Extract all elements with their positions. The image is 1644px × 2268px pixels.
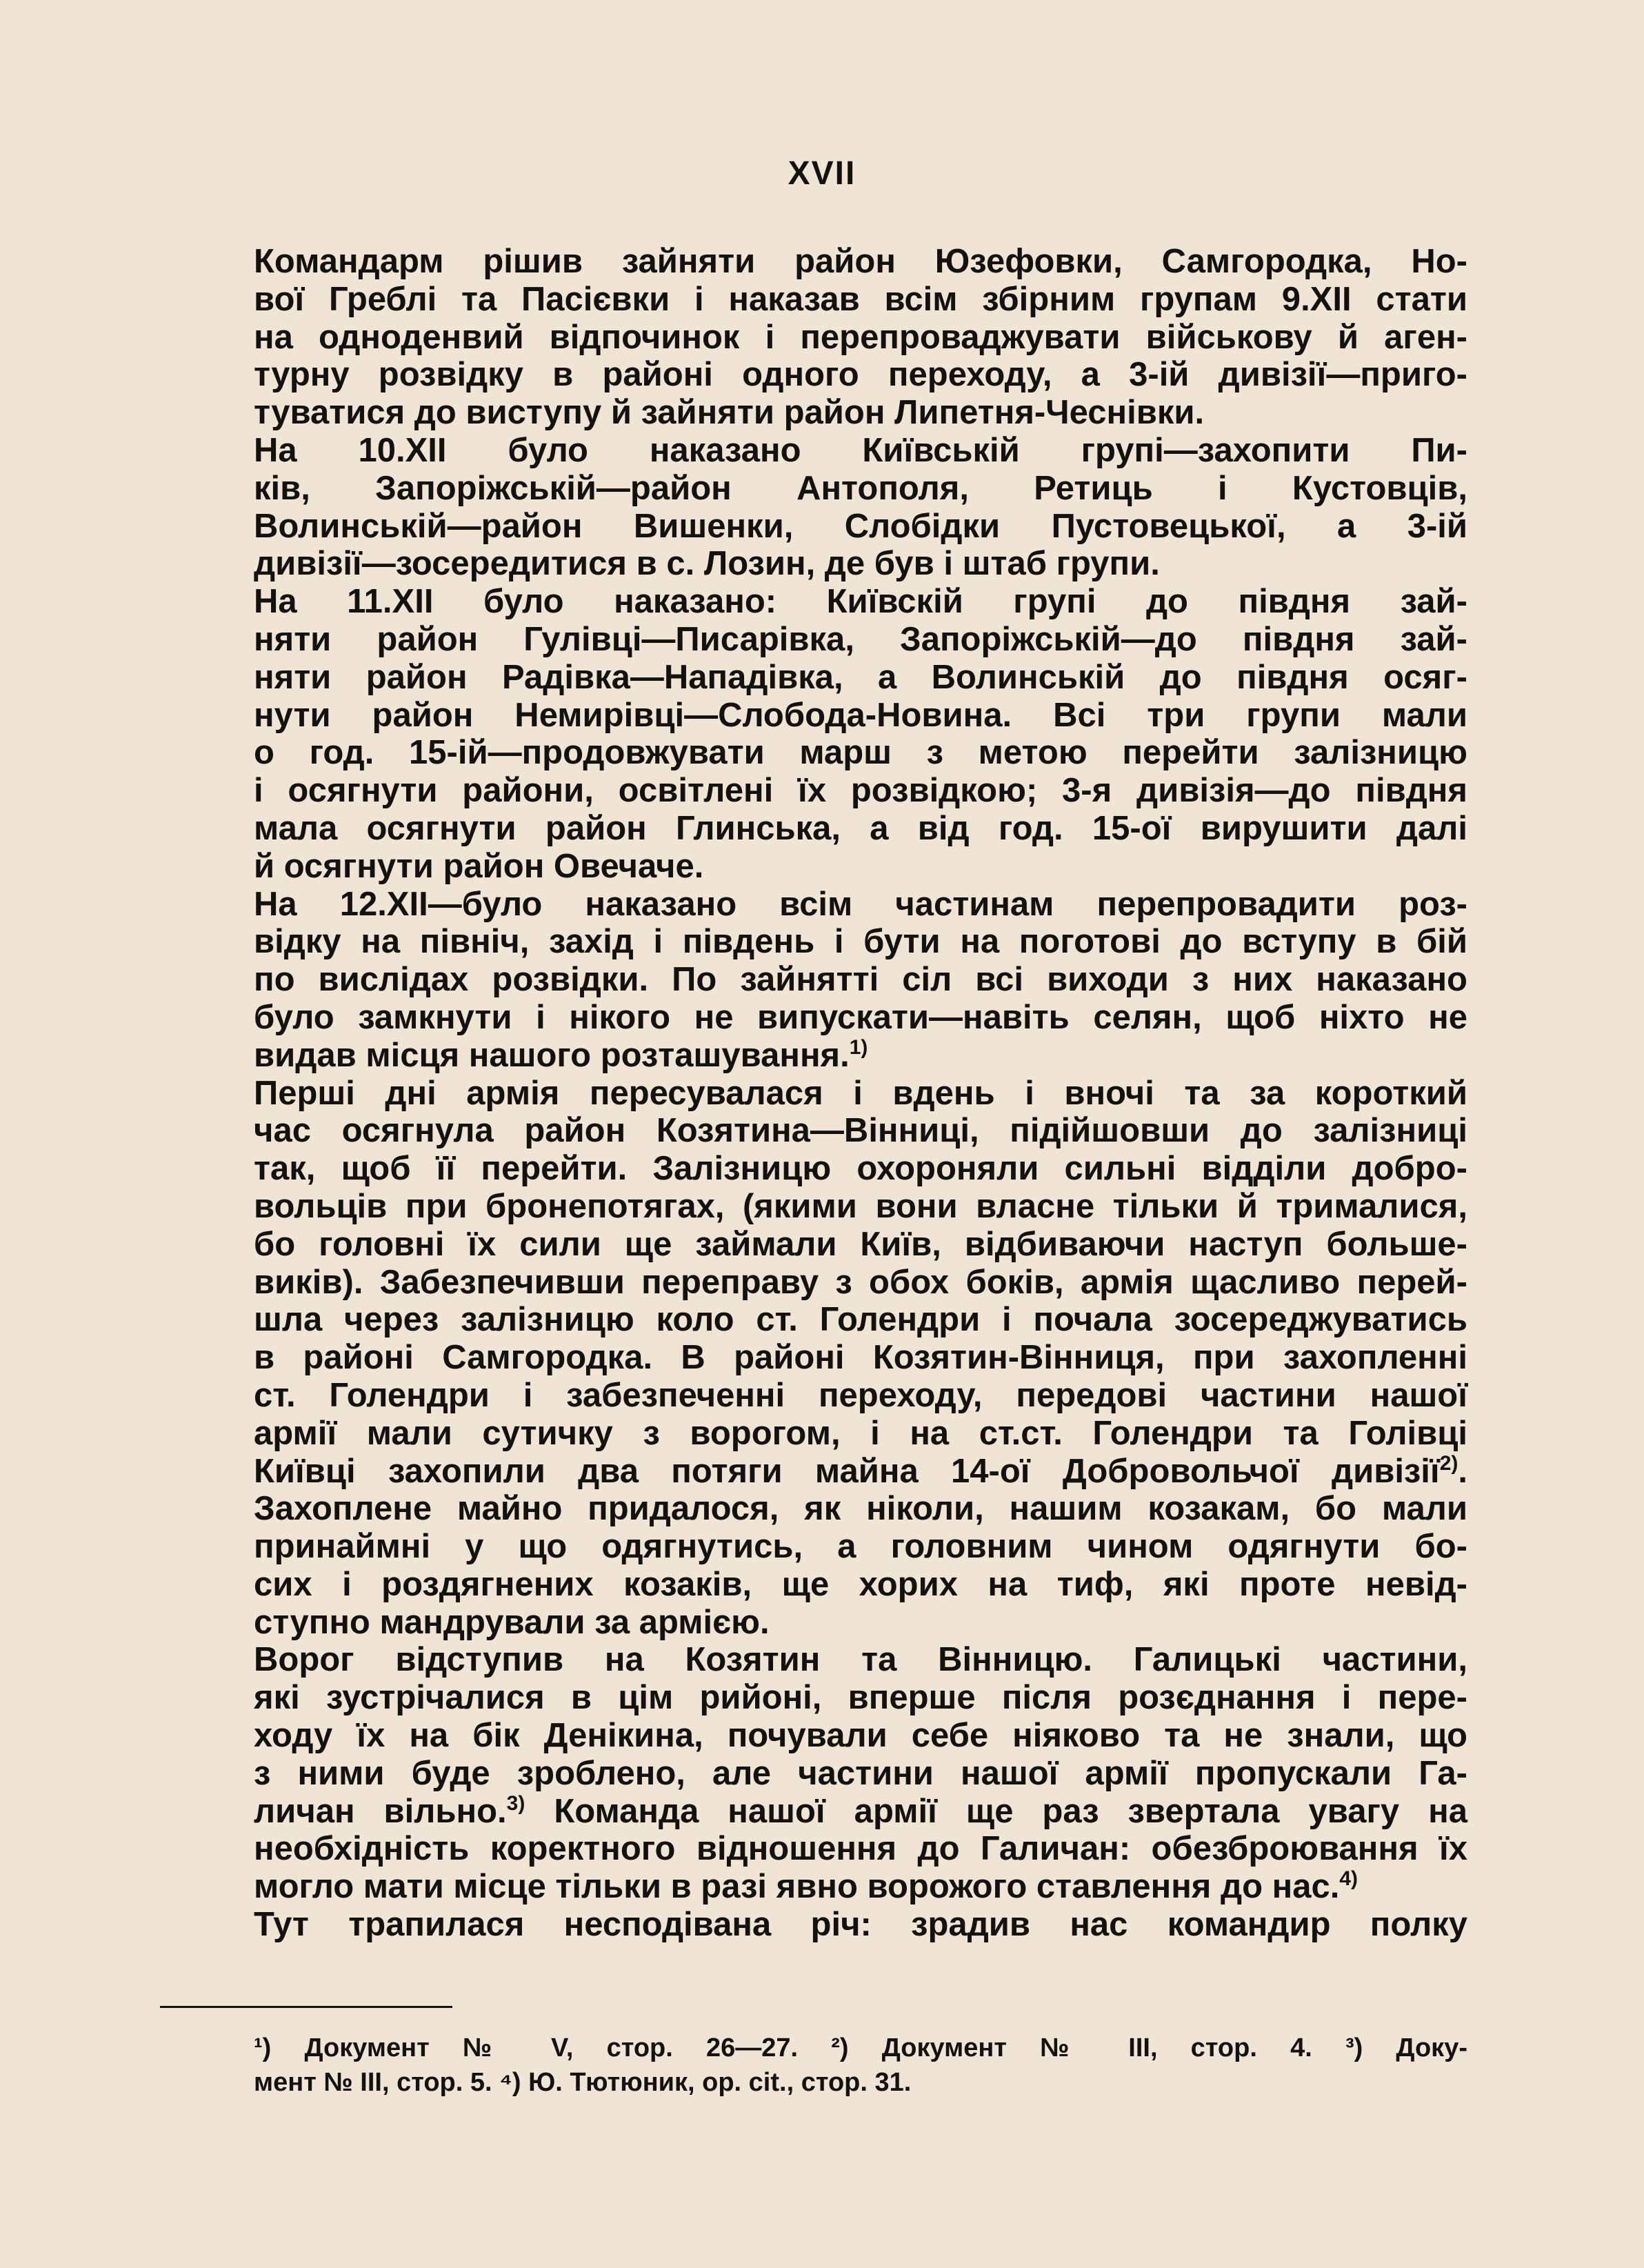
footnote-line: ¹) Документ № V, стор. 26—27. ²) Документ № III, стор. 4. ³) Доку- <box>254 2033 1467 2062</box>
text-line: які зустрічалися в цім рийоні, вперше після розєднання і пере- <box>254 1679 1467 1717</box>
text-line: Перші дні армія пересувалася і вдень і вночі та за короткий <box>254 1074 1467 1112</box>
footnote-rule <box>160 2006 452 2008</box>
text-line: було замкнути і нікого не випускати—навіть селян, щоб ніхто не <box>254 998 1467 1036</box>
text-line: армії мали сутичку з ворогом, і на ст.ст. Голендри та Голівці <box>254 1414 1467 1452</box>
footnote-line: мент № III, стор. 5. ⁴) Ю. Тютюник, ор. cit., стор. 31. <box>254 2068 912 2097</box>
text-line: На 12.XII—було наказано всім частинам перепровадити роз- <box>254 885 1467 923</box>
text-line: шла через залізницю коло ст. Голендри і почала зосереджуватись <box>254 1301 1467 1339</box>
footnote-marker: 3) <box>506 1791 525 1815</box>
text-line: няти район Радівка—Нападівка, а Волинській до півдня осяг- <box>254 658 1467 696</box>
text-line: ступно мандрували за армією. <box>254 1603 770 1641</box>
text-line: няти район Гулівці—Писарівка, Запоріжській—до півдня зай- <box>254 620 1467 658</box>
text-line: о год. 15-ій—продовжувати марш з метою перейти залізницю <box>254 734 1467 772</box>
text-line: з ними буде зроблено, але частини нашої армії пропускали Га- <box>254 1754 1467 1792</box>
text-line: необхідність коректного відношення до Галичан: обезброювання їх <box>254 1830 1467 1868</box>
text-line: дивізії—зосередитися в с. Лозин, де був і штаб групи. <box>254 545 1160 583</box>
text-line: виків). Забезпечивши переправу з обох боків, армія щасливо перей- <box>254 1263 1467 1301</box>
text-line: туватися до виступу й зайняти район Липетня-Чеснівки. <box>254 394 1205 432</box>
text-line: на одноденвий відпочинок і перепроваджувати військову й аген- <box>254 318 1467 356</box>
text-line: по вислідах розвідки. По зайнятті сіл всі виходи з них наказано <box>254 961 1467 999</box>
footnote-marker: 4) <box>1339 1867 1359 1891</box>
text-line: Тут трапилася несподівана річ: зрадив нас командир полку <box>254 1906 1467 1944</box>
footnote-marker: 1) <box>849 1035 868 1059</box>
text-line: ст. Голендри і забезпеченні переходу, передові частини нашої <box>254 1376 1467 1414</box>
text-line: могло мати місце тільки в разі явно ворожого ставлення до нас.$^{4)}$ <box>254 1867 1359 1906</box>
text-line: Ворог відступив на Козятин та Вінницю. Галицькі частини, <box>254 1641 1467 1679</box>
text-line: личан вільно.$^{3)}$ Команда нашої армії ще раз звертала увагу на <box>254 1791 1467 1830</box>
text-line: Волинській—район Вишенки, Слобідки Пустовецької, а 3-ій <box>254 507 1467 545</box>
page-number: XVII <box>788 155 856 192</box>
text-line: На 11.XII було наказано: Київскій групі до півдня зай- <box>254 583 1467 621</box>
text-line: бо головні їх сили ще займали Київ, відбиваючи наступ больше- <box>254 1225 1467 1263</box>
text-line: нути район Немирівці—Слобода-Новина. Всі три групи мали <box>254 696 1467 734</box>
text-line: ходу їх на бік Денікина, почували себе ніяково та не знали, що <box>254 1717 1467 1755</box>
text-line: вої Греблі та Пасієвки і наказав всім збірним групам 9.XII стати <box>254 280 1467 318</box>
text-line: відку на північ, захід і південь і бути на поготові до вступу в бій <box>254 923 1467 961</box>
text-line: видав місця нашого розташування.$^{1)}$ <box>254 1035 868 1074</box>
text-line: вольців при бронепотягах, (якими вони власне тільки й трималися, <box>254 1187 1467 1225</box>
text-line: ків, Запоріжській—район Антополя, Ретиць і Кустовців, <box>254 469 1467 507</box>
text-line: принаймні у що одягнутись, а головним чином одягнути бо- <box>254 1528 1467 1566</box>
text-line: Захоплене майно придалося, як ніколи, нашим козакам, бо мали <box>254 1490 1467 1528</box>
text-line: мала осягнути район Глинська, а від год. 15-ої вирушити далі <box>254 809 1467 847</box>
footnote-marker: 2) <box>1439 1451 1458 1475</box>
text-line: так, щоб її перейти. Залізницю охороняли сильні відділи добро- <box>254 1150 1467 1188</box>
text-line: сих і роздягнених козаків, ще хорих на тиф, які проте невід- <box>254 1565 1467 1603</box>
text-line: в районі Самгородка. В районі Козятин-Вінниця, при захопленні <box>254 1339 1467 1377</box>
text-line: і осягнути райони, освітлені їх розвідкою; 3-я дивізія—до півдня <box>254 772 1467 810</box>
text-line: й осягнути район Овечаче. <box>254 847 704 885</box>
text-line: час осягнула район Козятина—Вінниці, підійшовши до залізниці <box>254 1112 1467 1150</box>
text-line: Командарм рішив зайняти район Юзефовки, Самгородка, Но- <box>254 243 1467 280</box>
body-text <box>254 243 1467 1944</box>
footnotes <box>254 2031 1467 2100</box>
text-line: Київці захопили два потяги майна 14-ої Добровольчої дивізії$^{2)}$. <box>254 1451 1467 1490</box>
text-line: На 10.XII було наказано Київській групі—захопити Пи- <box>254 431 1467 469</box>
text-line: турну розвідку в районі одного переходу, а 3-ій дивізії—приго- <box>254 356 1467 394</box>
